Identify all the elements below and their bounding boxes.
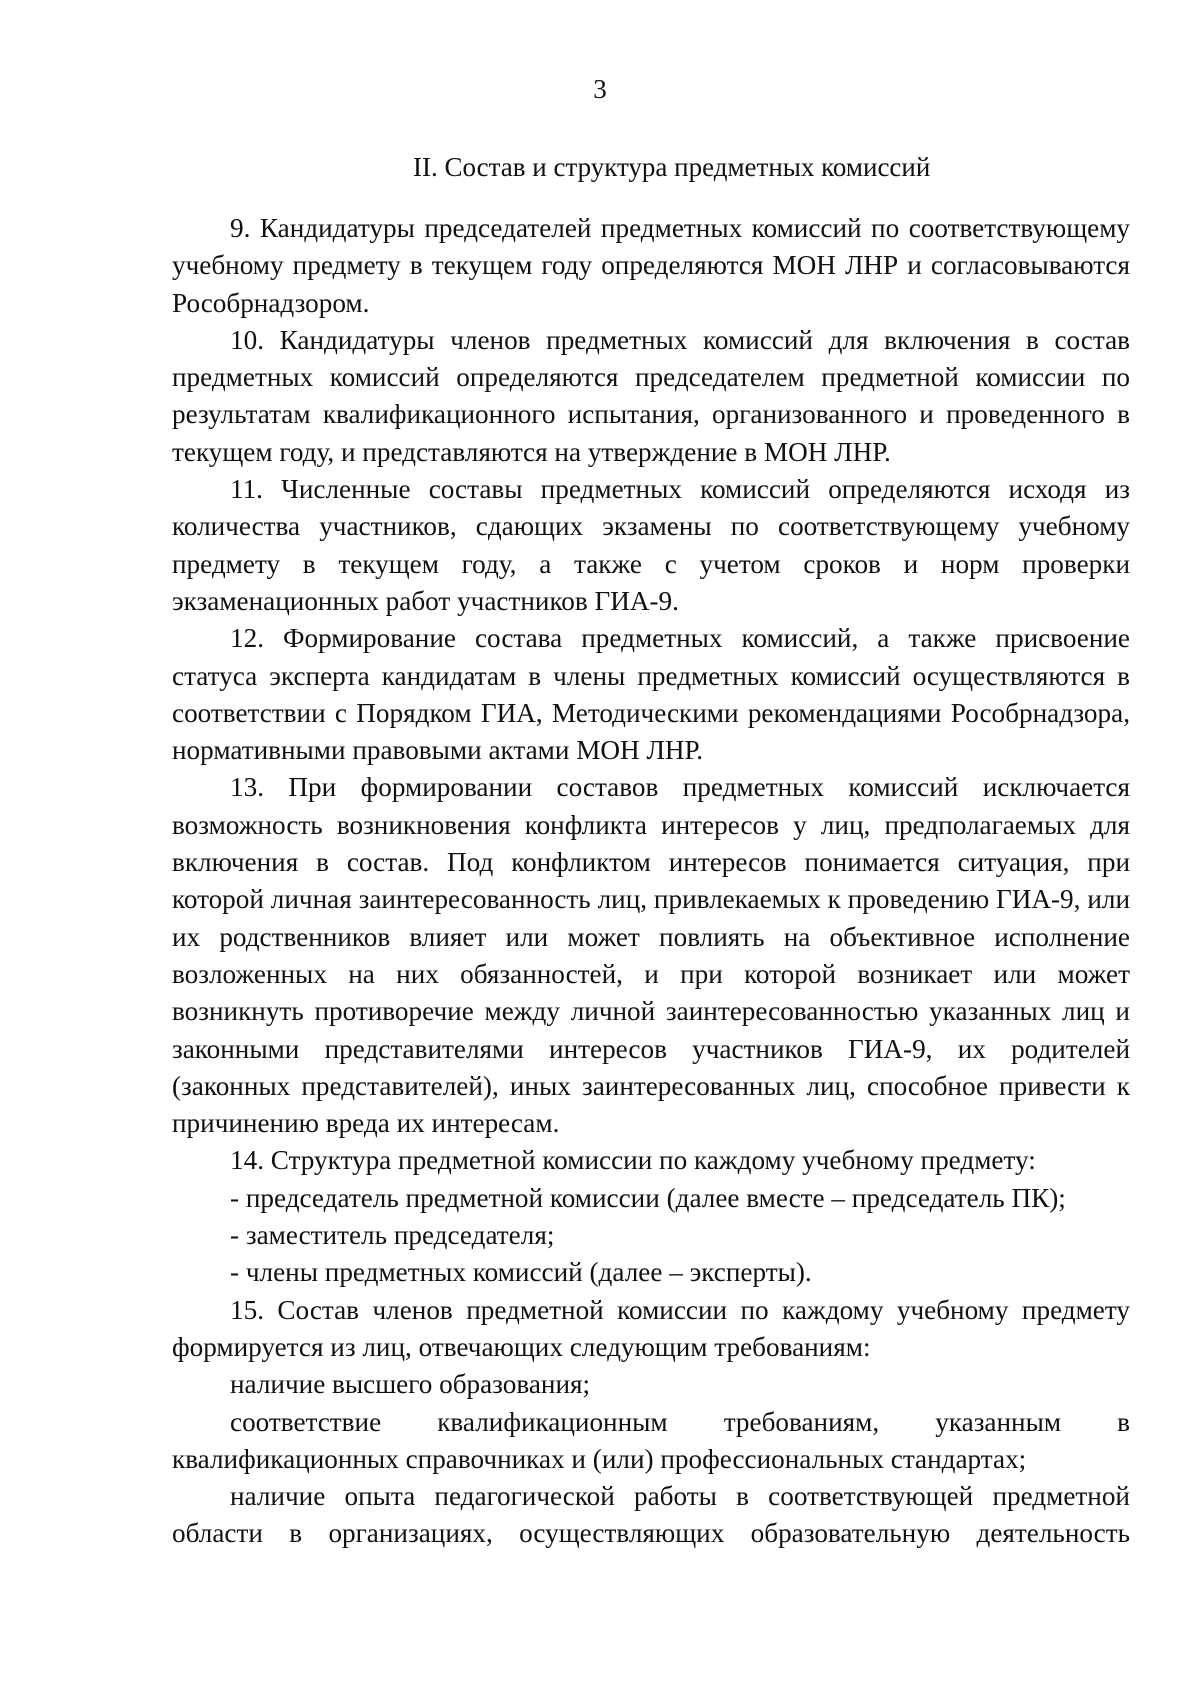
paragraph-13: 13. При формировании составов предметных комиссий исключается возможность возникновения конфликта интересов у лиц, предполагаемых для включения в состав. Под конфликтом интересов понимается ситуация, при которой личная заинтересованность лиц, привлекаемых к проведению ГИА-9, или их родственников влияет или может повлиять на объективное исполнение возложенных на них обязанностей, и при которой возникает или может возникнуть противоречие между личной заинтересованностью указанных лиц и законными представителями интересов участников ГИА-9, их родителей (законных представителей), иных заинтересованных лиц, способное привести к причинению вреда их интересам. xyxy=(172,772,1130,1139)
requirement-higher-education: наличие высшего образования; xyxy=(230,1369,591,1400)
list-item-chairman: - председатель предметной комиссии (далее вместе – председатель ПК); xyxy=(230,1182,1066,1213)
section-title: II. Состав и структура предметных комиссий xyxy=(413,152,931,182)
list-item-deputy: - заместитель председателя; xyxy=(230,1220,555,1251)
page-number: 3 xyxy=(593,74,607,104)
requirement-experience: наличие опыта педагогической работы в соответствующей предметной области в организациях, осуществляющих образовательную деятельность xyxy=(172,1481,1130,1549)
paragraph-14: 14. Структура предметной комиссии по каждому учебному предмету: xyxy=(230,1145,1036,1176)
paragraph-15: 15. Состав членов предметной комиссии по каждому учебному предмету формируется из лиц, отвечающих следующим требованиям: xyxy=(172,1294,1130,1362)
requirement-qualification: соответствие квалификационным требованиям, указанным в квалификационных справочниках и (или) профессиональных стандартах; xyxy=(172,1406,1130,1474)
paragraph-12: 12. Формирование состава предметных комиссий, а также присвоение статуса эксперта кандидатам в члены предметных комиссий осуществляются в соответствии с Порядком ГИА, Методическими рекомендациями Рособрнадзора, нормативными правовыми актами МОН ЛНР. xyxy=(172,623,1130,766)
document-body xyxy=(172,210,1130,1553)
paragraph-11: 11. Численные составы предметных комиссий определяются исходя из количества участников, сдающих экзамены по соответствующему учебному предмету в текущем году, а также с учетом сроков и норм проверки экзаменационных работ участников ГИА-9. xyxy=(172,474,1130,616)
paragraph-10: 10. Кандидатуры членов предметных комиссий для включения в состав предметных комиссий определяются председателем предметной комиссии по результатам квалификационного испытания, организованного и проведенного в текущем году, и представляются на утверждение в МОН ЛНР. xyxy=(172,324,1130,467)
list-item-experts: - члены предметных комиссий (далее – эксперты). xyxy=(230,1257,812,1288)
paragraph-9: 9. Кандидатуры председателей предметных комиссий по соответствующему учебному предмету в текущем году определяются МОН ЛНР и согласовываются Рособрнадзором. xyxy=(172,213,1130,318)
